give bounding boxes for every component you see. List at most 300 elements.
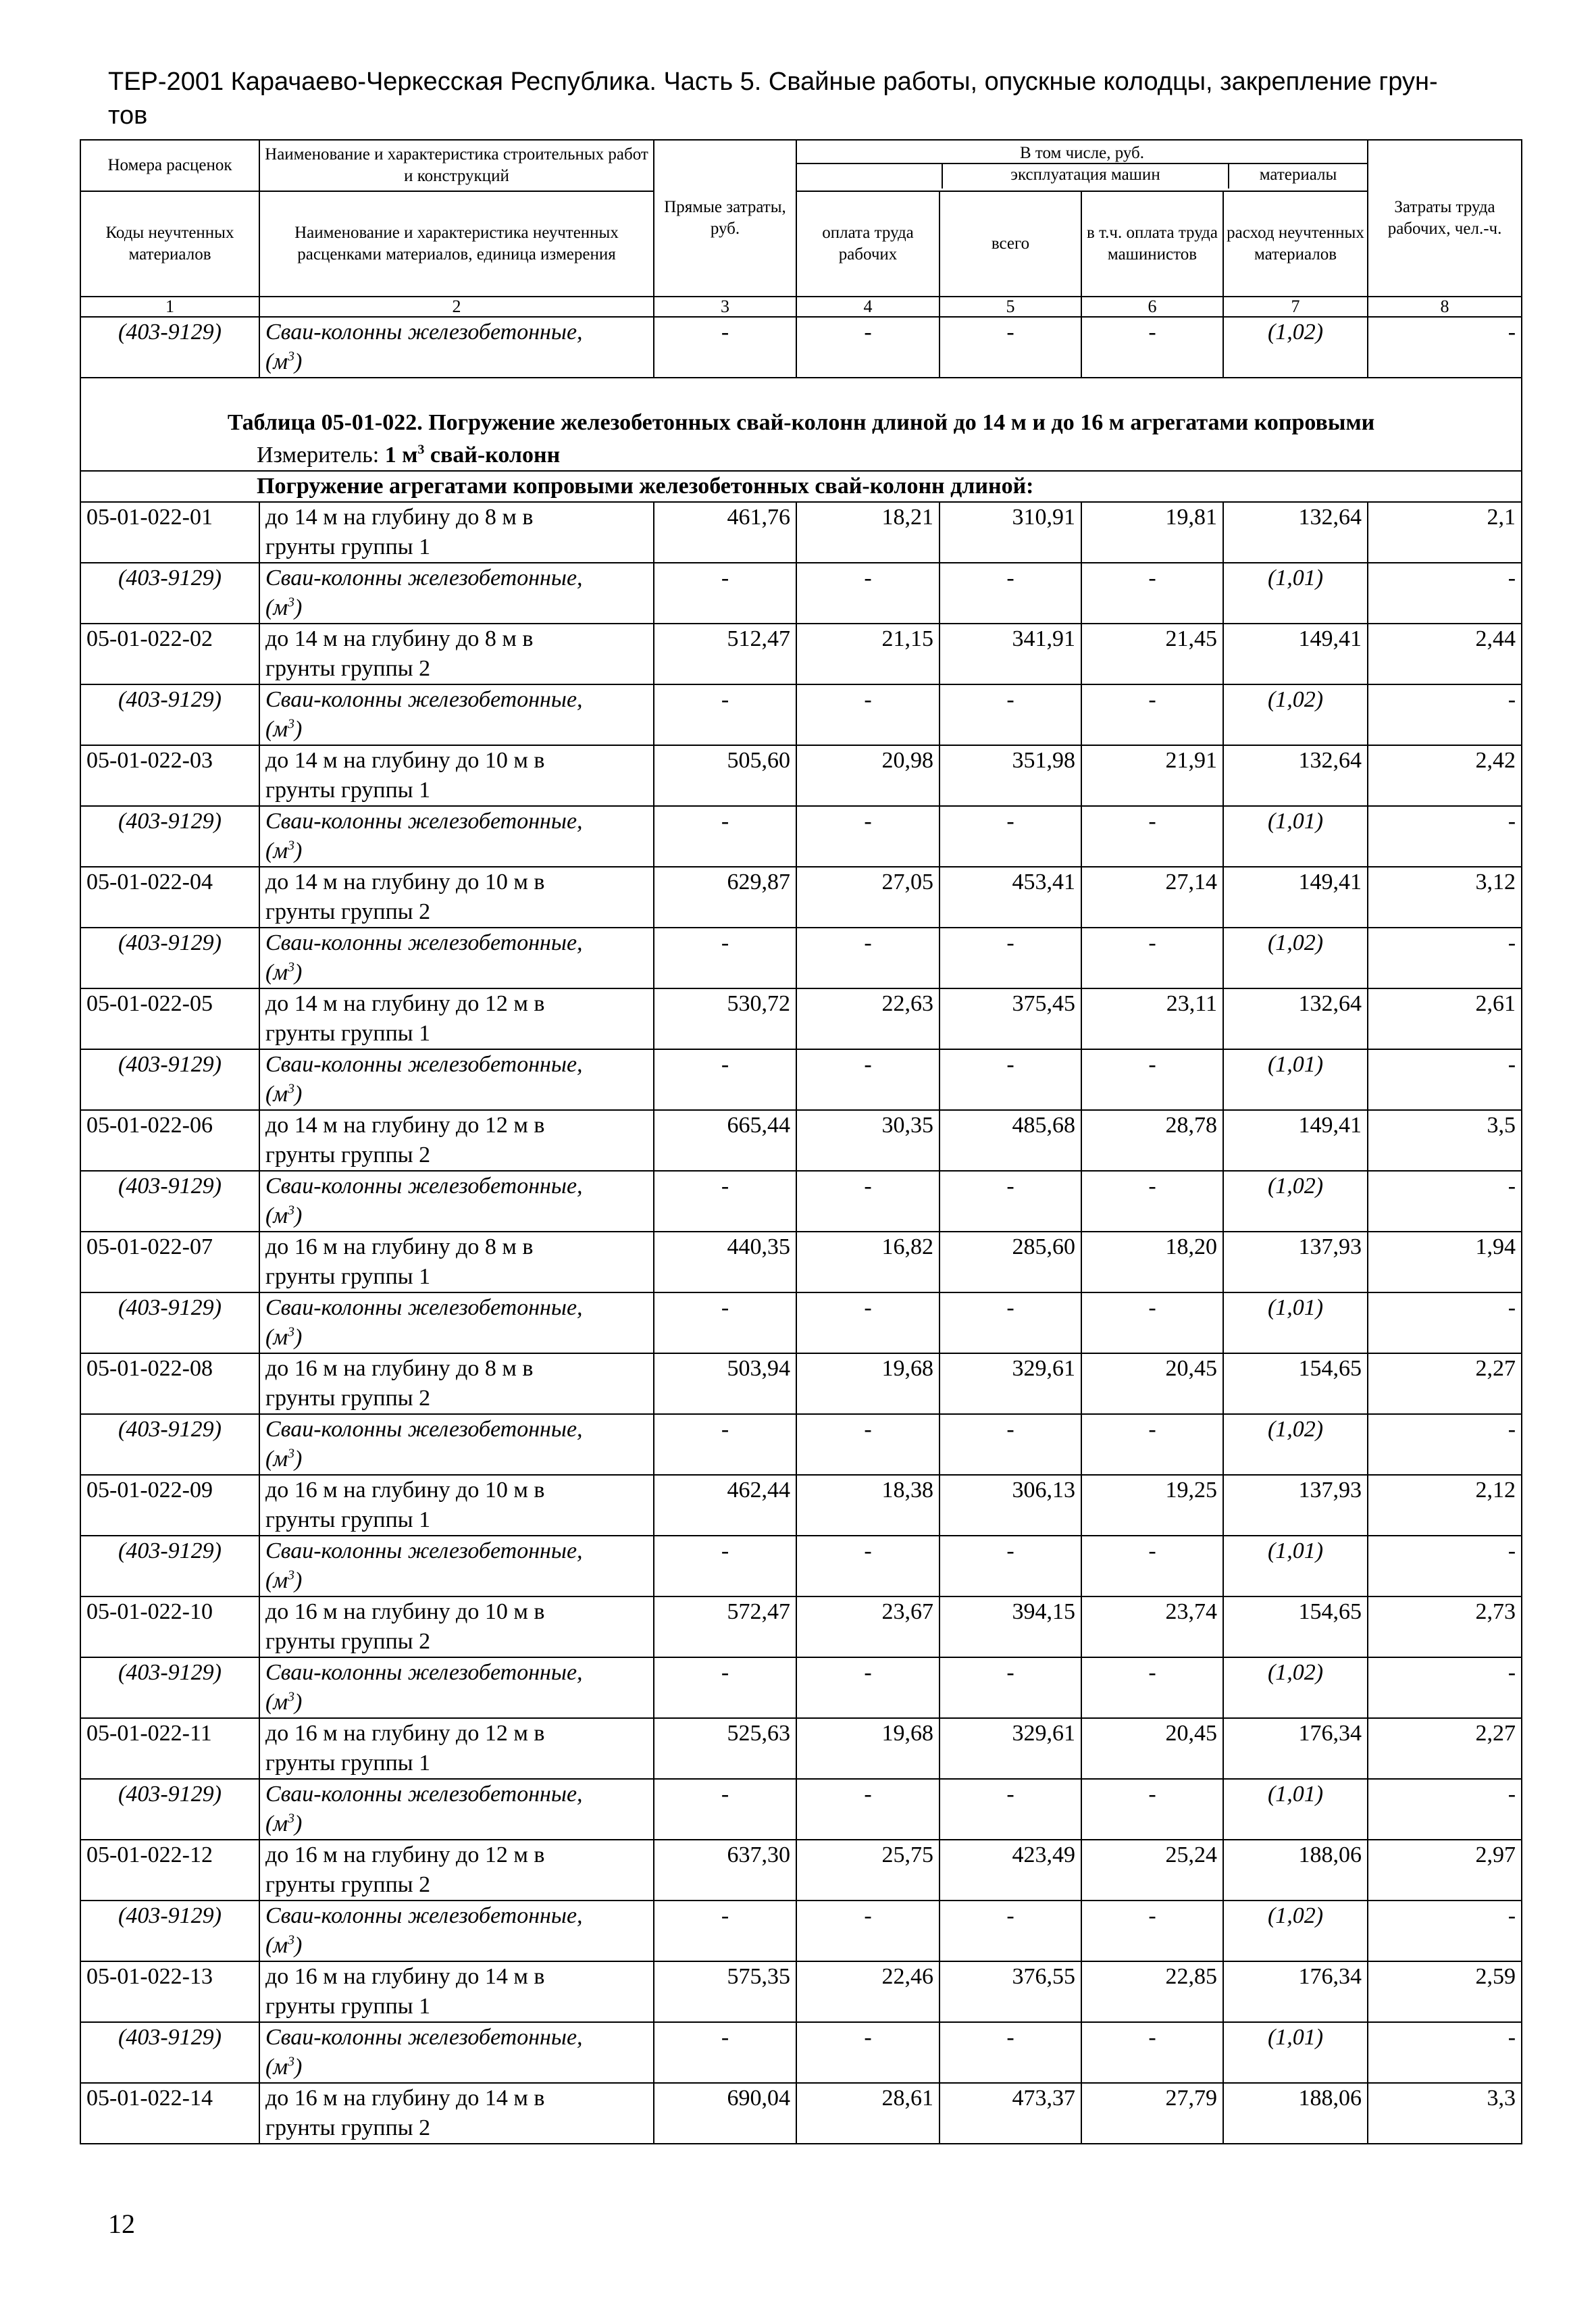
material-unit: (м <box>265 1568 288 1593</box>
machines-total: 376,55 <box>939 1961 1081 2022</box>
direct-costs: 575,35 <box>654 1961 796 2022</box>
rate-desc-line1: до 14 м на глубину до 8 м в <box>265 505 534 530</box>
material-desc <box>259 1292 654 1353</box>
rate-desc-line1: до 14 м на глубину до 8 м в <box>265 626 534 651</box>
material-dash: - <box>654 1657 796 1718</box>
rate-code: 05-01-022-11 <box>80 1718 259 1779</box>
material-dash: - <box>1368 563 1522 624</box>
material-consumption: (1,02) <box>1223 684 1368 745</box>
table-row <box>80 1232 1522 1292</box>
material-unit: (м <box>265 1690 288 1715</box>
material-dash: - <box>654 1536 796 1596</box>
header-materials: материалы <box>1259 166 1337 184</box>
worker-pay: 22,63 <box>796 988 939 1049</box>
table-row <box>80 988 1522 1049</box>
rate-desc-line2: грунты группы 1 <box>265 1021 431 1046</box>
material-row <box>80 1414 1522 1475</box>
carry-unit: (м <box>265 349 288 374</box>
header-group-cell <box>796 140 1368 191</box>
materials: 154,65 <box>1223 1596 1368 1657</box>
page-number: 12 <box>108 2209 135 2239</box>
material-unit-sup: 3 <box>288 1081 295 1097</box>
table-row <box>80 624 1522 684</box>
material-unit-close: ) <box>294 960 303 985</box>
rate-desc-line2: грунты группы 2 <box>265 656 431 681</box>
materials: 188,06 <box>1223 2083 1368 2144</box>
page-header <box>108 65 1486 132</box>
labor-hours: 2,27 <box>1368 1353 1522 1414</box>
col-num-1: 1 <box>80 297 259 317</box>
material-desc <box>259 1901 654 1961</box>
material-code: (403-9129) <box>80 1414 259 1475</box>
measure-unit <box>80 441 1522 471</box>
rate-code: 05-01-022-01 <box>80 502 259 563</box>
material-unit-close: ) <box>294 595 303 620</box>
machinists-pay: 21,45 <box>1081 624 1223 684</box>
header-line-2: тов <box>108 101 148 130</box>
table-title: Таблица 05-01-022. Погружение железобетонных свай-колонн длиной до 14 м и до 16 м агрегатами копровыми <box>80 378 1522 441</box>
col-num-8: 8 <box>1368 297 1522 317</box>
material-dash: - <box>796 563 939 624</box>
carry-c4: - <box>796 317 939 378</box>
material-unit: (м <box>265 595 288 620</box>
materials: 188,06 <box>1223 1840 1368 1901</box>
rate-code: 05-01-022-04 <box>80 867 259 928</box>
material-dash: - <box>654 1292 796 1353</box>
material-code: (403-9129) <box>80 563 259 624</box>
subtitle-row <box>80 471 1522 502</box>
labor-hours: 2,61 <box>1368 988 1522 1049</box>
materials: 176,34 <box>1223 1961 1368 2022</box>
materials: 149,41 <box>1223 867 1368 928</box>
material-row <box>80 684 1522 745</box>
material-dash: - <box>939 1657 1081 1718</box>
material-dash: - <box>796 1292 939 1353</box>
rate-desc-line1: до 16 м на глубину до 14 м в <box>265 1964 545 1989</box>
material-dash: - <box>939 1171 1081 1232</box>
material-consumption: (1,02) <box>1223 1657 1368 1718</box>
material-desc <box>259 1414 654 1475</box>
material-dash: - <box>939 1414 1081 1475</box>
header-material-consumption: расход неучтенных материалов <box>1223 191 1368 297</box>
header-material-name: Наименование и характеристика неучтенных расценками материалов, единица измерения <box>259 191 654 297</box>
worker-pay: 27,05 <box>796 867 939 928</box>
price-table <box>80 139 1522 2144</box>
material-dash: - <box>939 1536 1081 1596</box>
material-dash: - <box>1081 1779 1223 1840</box>
rate-desc <box>259 1110 654 1171</box>
table-header-row-2 <box>80 191 1522 297</box>
header-material-codes: Коды неучтенных материалов <box>80 191 259 297</box>
rate-desc <box>259 745 654 806</box>
section-subtitle: Погружение агрегатами копровыми железобетонных свай-колонн длиной: <box>80 471 1522 502</box>
material-dash: - <box>796 1049 939 1110</box>
machinists-pay: 23,11 <box>1081 988 1223 1049</box>
material-dash: - <box>1368 1414 1522 1475</box>
rate-desc-line1: до 14 м на глубину до 10 м в <box>265 870 545 895</box>
material-code: (403-9129) <box>80 2022 259 2083</box>
material-unit: (м <box>265 2055 288 2080</box>
rate-desc-line2: грунты группы 1 <box>265 1751 431 1776</box>
material-unit-sup: 3 <box>288 1203 295 1218</box>
header-rate-numbers: Номера расценок <box>80 140 259 191</box>
material-unit-close: ) <box>294 1811 303 1836</box>
rate-code: 05-01-022-08 <box>80 1353 259 1414</box>
table-row <box>80 1840 1522 1901</box>
material-dash: - <box>654 1779 796 1840</box>
carry-unit-sup: 3 <box>288 349 295 364</box>
material-code: (403-9129) <box>80 1171 259 1232</box>
material-unit: (м <box>265 1933 288 1958</box>
rate-desc <box>259 867 654 928</box>
material-dash: - <box>1081 1901 1223 1961</box>
col-num-6: 6 <box>1081 297 1223 317</box>
carry-c8: - <box>1368 317 1522 378</box>
header-machines: эксплуатация машин <box>943 164 1229 188</box>
rate-desc-line2: грунты группы 1 <box>265 1994 431 2019</box>
machinists-pay: 20,45 <box>1081 1353 1223 1414</box>
col-num-2: 2 <box>259 297 654 317</box>
machinists-pay: 23,74 <box>1081 1596 1223 1657</box>
direct-costs: 665,44 <box>654 1110 796 1171</box>
material-dash: - <box>796 2022 939 2083</box>
material-dash: - <box>1081 1049 1223 1110</box>
material-dash: - <box>1081 1657 1223 1718</box>
worker-pay: 18,38 <box>796 1475 939 1536</box>
direct-costs: 440,35 <box>654 1232 796 1292</box>
material-unit-sup: 3 <box>288 1689 295 1705</box>
material-desc-text: Сваи-колонны железобетонные, <box>265 1903 583 1928</box>
rate-desc-line2: грунты группы 1 <box>265 534 431 559</box>
materials: 149,41 <box>1223 1110 1368 1171</box>
worker-pay: 19,68 <box>796 1353 939 1414</box>
material-desc-text: Сваи-колонны железобетонные, <box>265 2025 583 2050</box>
material-dash: - <box>1081 563 1223 624</box>
material-desc-text: Сваи-колонны железобетонные, <box>265 687 583 712</box>
rate-code: 05-01-022-02 <box>80 624 259 684</box>
material-desc <box>259 684 654 745</box>
machinists-pay: 20,45 <box>1081 1718 1223 1779</box>
materials: 132,64 <box>1223 988 1368 1049</box>
material-unit-sup: 3 <box>288 838 295 853</box>
rate-desc <box>259 1232 654 1292</box>
material-desc-text: Сваи-колонны железобетонные, <box>265 1295 583 1320</box>
material-unit-sup: 3 <box>288 1932 295 1948</box>
worker-pay: 25,75 <box>796 1840 939 1901</box>
meter-row <box>80 441 1522 471</box>
header-spacer <box>797 164 943 188</box>
rate-desc <box>259 1596 654 1657</box>
material-dash: - <box>939 1779 1081 1840</box>
rate-code: 05-01-022-09 <box>80 1475 259 1536</box>
material-consumption: (1,01) <box>1223 806 1368 867</box>
material-code: (403-9129) <box>80 1779 259 1840</box>
rate-code: 05-01-022-10 <box>80 1596 259 1657</box>
material-unit-close: ) <box>294 1082 303 1107</box>
rate-code: 05-01-022-03 <box>80 745 259 806</box>
material-unit: (м <box>265 838 288 863</box>
worker-pay: 22,46 <box>796 1961 939 2022</box>
measure-prefix: Измеритель: <box>257 443 385 468</box>
labor-hours: 1,94 <box>1368 1232 1522 1292</box>
machines-total: 485,68 <box>939 1110 1081 1171</box>
table-row <box>80 1475 1522 1536</box>
material-row <box>80 1049 1522 1110</box>
carry-unit-close: ) <box>294 349 303 374</box>
rate-code: 05-01-022-14 <box>80 2083 259 2144</box>
table-row <box>80 1110 1522 1171</box>
material-dash: - <box>939 1049 1081 1110</box>
col-num-4: 4 <box>796 297 939 317</box>
material-dash: - <box>1081 806 1223 867</box>
direct-costs: 637,30 <box>654 1840 796 1901</box>
material-dash: - <box>654 1171 796 1232</box>
material-unit-sup: 3 <box>288 1324 295 1340</box>
rate-desc <box>259 1718 654 1779</box>
material-unit-sup: 3 <box>288 595 295 610</box>
machinists-pay: 25,24 <box>1081 1840 1223 1901</box>
material-dash: - <box>1081 2022 1223 2083</box>
rate-desc-line2: грунты группы 2 <box>265 2115 431 2140</box>
material-unit-sup: 3 <box>288 2054 295 2069</box>
material-consumption: (1,01) <box>1223 1536 1368 1596</box>
material-consumption: (1,01) <box>1223 2022 1368 2083</box>
rate-desc <box>259 1353 654 1414</box>
table-row <box>80 1353 1522 1414</box>
rate-desc-line2: грунты группы 2 <box>265 1872 431 1897</box>
rate-desc <box>259 2083 654 2144</box>
rate-desc-line2: грунты группы 2 <box>265 1142 431 1167</box>
worker-pay: 20,98 <box>796 745 939 806</box>
rate-desc-line2: грунты группы 2 <box>265 899 431 924</box>
rate-code: 05-01-022-07 <box>80 1232 259 1292</box>
material-consumption: (1,02) <box>1223 1414 1368 1475</box>
material-row <box>80 1536 1522 1596</box>
rate-desc-line1: до 14 м на глубину до 10 м в <box>265 748 545 773</box>
material-unit-close: ) <box>294 1203 303 1228</box>
carry-c5: - <box>939 317 1081 378</box>
material-desc <box>259 806 654 867</box>
carry-desc <box>259 317 654 378</box>
material-consumption: (1,01) <box>1223 1292 1368 1353</box>
labor-hours: 2,59 <box>1368 1961 1522 2022</box>
material-row <box>80 1779 1522 1840</box>
material-row <box>80 563 1522 624</box>
rate-desc-line1: до 16 м на глубину до 10 м в <box>265 1478 545 1503</box>
material-desc <box>259 563 654 624</box>
rate-code: 05-01-022-13 <box>80 1961 259 2022</box>
table-row <box>80 502 1522 563</box>
rate-desc-line1: до 14 м на глубину до 12 м в <box>265 991 545 1016</box>
material-row <box>80 1171 1522 1232</box>
material-consumption: (1,02) <box>1223 928 1368 988</box>
rate-desc-line1: до 16 м на глубину до 10 м в <box>265 1599 545 1624</box>
material-dash: - <box>939 1292 1081 1353</box>
material-unit-close: ) <box>294 1690 303 1715</box>
material-dash: - <box>654 684 796 745</box>
header-worker-pay: оплата труда рабочих <box>796 191 939 297</box>
machines-total: 310,91 <box>939 502 1081 563</box>
direct-costs: 503,94 <box>654 1353 796 1414</box>
material-dash: - <box>1081 1414 1223 1475</box>
measure-suffix: свай-колонн <box>424 443 561 468</box>
material-dash: - <box>654 928 796 988</box>
material-unit-sup: 3 <box>288 1811 295 1826</box>
material-dash: - <box>939 684 1081 745</box>
machinists-pay: 21,91 <box>1081 745 1223 806</box>
material-dash: - <box>939 1901 1081 1961</box>
carry-desc-text: Сваи-колонны железобетонные, <box>265 320 583 345</box>
material-dash: - <box>1081 928 1223 988</box>
material-desc-text: Сваи-колонны железобетонные, <box>265 1660 583 1685</box>
material-code: (403-9129) <box>80 1292 259 1353</box>
header-machinists-pay: в т.ч. оплата труда машинистов <box>1081 191 1223 297</box>
header-direct-costs: Прямые затраты, руб. <box>654 140 796 297</box>
machinists-pay: 28,78 <box>1081 1110 1223 1171</box>
material-unit: (м <box>265 960 288 985</box>
direct-costs: 629,87 <box>654 867 796 928</box>
carry-c3: - <box>654 317 796 378</box>
material-code: (403-9129) <box>80 1901 259 1961</box>
material-unit: (м <box>265 1447 288 1472</box>
material-code: (403-9129) <box>80 806 259 867</box>
materials: 132,64 <box>1223 745 1368 806</box>
material-consumption: (1,01) <box>1223 1779 1368 1840</box>
material-row <box>80 806 1522 867</box>
machines-total: 329,61 <box>939 1353 1081 1414</box>
material-consumption: (1,01) <box>1223 1049 1368 1110</box>
material-dash: - <box>796 1901 939 1961</box>
rate-desc-line1: до 14 м на глубину до 12 м в <box>265 1113 545 1138</box>
material-dash: - <box>1368 806 1522 867</box>
machines-total: 341,91 <box>939 624 1081 684</box>
measure-sup: 3 <box>417 442 425 457</box>
rate-desc <box>259 1961 654 2022</box>
direct-costs: 505,60 <box>654 745 796 806</box>
worker-pay: 30,35 <box>796 1110 939 1171</box>
machinists-pay: 18,20 <box>1081 1232 1223 1292</box>
material-unit-close: ) <box>294 1325 303 1350</box>
header-line-1: ТЕР-2001 Карачаево-Черкесская Республика. Часть 5. Свайные работы, опускные колодцы, закрепление грун- <box>108 68 1438 96</box>
header-group-label: В том числе, руб. <box>797 143 1367 164</box>
table-row <box>80 1961 1522 2022</box>
material-unit: (м <box>265 717 288 742</box>
material-consumption: (1,01) <box>1223 563 1368 624</box>
rate-desc-line2: грунты группы 1 <box>265 1264 431 1289</box>
machines-total: 423,49 <box>939 1840 1081 1901</box>
material-dash: - <box>654 2022 796 2083</box>
material-dash: - <box>939 2022 1081 2083</box>
material-dash: - <box>654 1049 796 1110</box>
rate-desc <box>259 502 654 563</box>
rate-desc <box>259 1840 654 1901</box>
table-row <box>80 1596 1522 1657</box>
rate-desc-line1: до 16 м на глубину до 8 м в <box>265 1356 534 1381</box>
material-dash: - <box>796 684 939 745</box>
labor-hours: 3,3 <box>1368 2083 1522 2144</box>
material-unit-sup: 3 <box>288 959 295 975</box>
material-unit-sup: 3 <box>288 716 295 732</box>
worker-pay: 16,82 <box>796 1232 939 1292</box>
material-code: (403-9129) <box>80 928 259 988</box>
table-row <box>80 745 1522 806</box>
rate-desc <box>259 624 654 684</box>
material-unit-close: ) <box>294 1568 303 1593</box>
machines-total: 329,61 <box>939 1718 1081 1779</box>
direct-costs: 462,44 <box>654 1475 796 1536</box>
carry-c6: - <box>1081 317 1223 378</box>
material-desc-text: Сваи-колонны железобетонные, <box>265 565 583 590</box>
machinists-pay: 27,14 <box>1081 867 1223 928</box>
worker-pay: 23,67 <box>796 1596 939 1657</box>
material-row <box>80 928 1522 988</box>
material-desc <box>259 1049 654 1110</box>
material-unit: (м <box>265 1203 288 1228</box>
rate-desc-line2: грунты группы 1 <box>265 1507 431 1532</box>
material-dash: - <box>796 806 939 867</box>
labor-hours: 3,5 <box>1368 1110 1522 1171</box>
material-dash: - <box>1081 684 1223 745</box>
material-unit: (м <box>265 1811 288 1836</box>
material-dash: - <box>654 1901 796 1961</box>
material-row <box>80 1657 1522 1718</box>
direct-costs: 461,76 <box>654 502 796 563</box>
worker-pay: 28,61 <box>796 2083 939 2144</box>
machines-total: 453,41 <box>939 867 1081 928</box>
materials: 154,65 <box>1223 1353 1368 1414</box>
materials: 137,93 <box>1223 1475 1368 1536</box>
rate-desc-line2: грунты группы 1 <box>265 778 431 803</box>
machinists-pay: 27,79 <box>1081 2083 1223 2144</box>
rate-desc-line2: грунты группы 2 <box>265 1629 431 1654</box>
rate-desc-line2: грунты группы 2 <box>265 1386 431 1411</box>
rate-desc-line1: до 16 м на глубину до 8 м в <box>265 1234 534 1259</box>
materials: 137,93 <box>1223 1232 1368 1292</box>
direct-costs: 530,72 <box>654 988 796 1049</box>
rate-code: 05-01-022-05 <box>80 988 259 1049</box>
material-dash: - <box>1368 1657 1522 1718</box>
rate-desc-line1: до 16 м на глубину до 12 м в <box>265 1721 545 1746</box>
material-dash: - <box>1081 1292 1223 1353</box>
machinists-pay: 19,81 <box>1081 502 1223 563</box>
rate-desc <box>259 1475 654 1536</box>
material-unit-close: ) <box>294 838 303 863</box>
material-dash: - <box>1081 1171 1223 1232</box>
material-desc-text: Сваи-колонны железобетонные, <box>265 930 583 955</box>
material-dash: - <box>654 1414 796 1475</box>
labor-hours: 2,42 <box>1368 745 1522 806</box>
rate-code: 05-01-022-06 <box>80 1110 259 1171</box>
material-dash: - <box>939 806 1081 867</box>
material-desc <box>259 1657 654 1718</box>
material-code: (403-9129) <box>80 1049 259 1110</box>
col-num-7: 7 <box>1223 297 1368 317</box>
material-desc-text: Сваи-колонны железобетонные, <box>265 1782 583 1807</box>
table-row <box>80 867 1522 928</box>
material-desc <box>259 1779 654 1840</box>
machines-total: 375,45 <box>939 988 1081 1049</box>
material-consumption: (1,02) <box>1223 1901 1368 1961</box>
rate-code: 05-01-022-12 <box>80 1840 259 1901</box>
material-code: (403-9129) <box>80 1536 259 1596</box>
material-dash: - <box>939 563 1081 624</box>
col-num-5: 5 <box>939 297 1081 317</box>
table-row <box>80 1718 1522 1779</box>
material-dash: - <box>1368 2022 1522 2083</box>
material-desc-text: Сваи-колонны железобетонные, <box>265 1417 583 1442</box>
column-number-row <box>80 297 1522 317</box>
direct-costs: 512,47 <box>654 624 796 684</box>
